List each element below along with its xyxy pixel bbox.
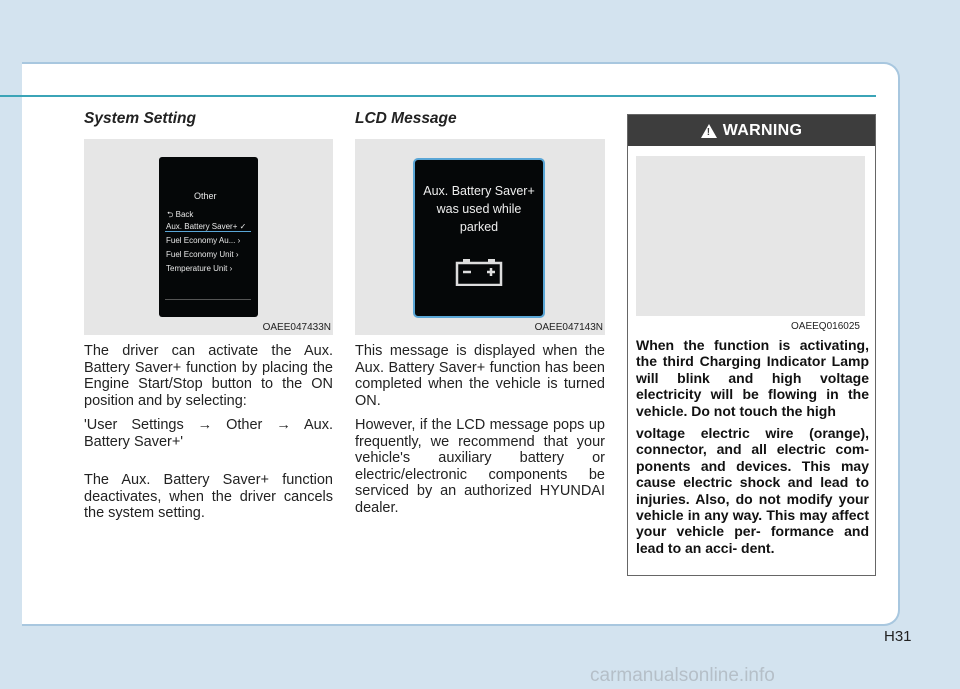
paragraph: 'User Settings → Other → Aux. Battery Saver+' bbox=[84, 417, 333, 450]
watermark: carmanualsonline.info bbox=[590, 665, 775, 686]
system-setting-heading: System Setting bbox=[84, 110, 196, 127]
menu-item-aux-battery: Aux. Battery Saver+ ✓ bbox=[166, 222, 247, 231]
system-setting-text bbox=[84, 343, 333, 530]
menu-back-label: Back bbox=[175, 210, 194, 219]
paragraph: The Aux. Battery Saver+ function deactivates, when the driver cancels the system setting. bbox=[84, 472, 333, 521]
menu-item-temperature-unit: Temperature Unit › bbox=[166, 264, 233, 273]
chevron-right-icon: › bbox=[235, 250, 239, 259]
figure-caption: OAEE047143N bbox=[534, 322, 603, 333]
warning-text bbox=[636, 337, 869, 562]
cluster-menu-screen bbox=[159, 157, 258, 317]
checkmark-icon: ✓ bbox=[239, 222, 247, 231]
system-setting-figure bbox=[84, 139, 333, 335]
paragraph: voltage electric wire (orange), connector, and all electric com- ponents and devices. This may cause electric shock and lead to injuries. Also, do not modify your vehicle in any way. This may affect your vehicle per- formance and lead to an acci- dent. bbox=[636, 425, 869, 556]
warning-label: WARNING bbox=[722, 121, 803, 139]
chevron-right-icon: › bbox=[237, 236, 241, 245]
paragraph: The driver can activate the Aux. Battery Saver+ function by placing the Engine Start/Stop button to the ON position and by selecting: bbox=[84, 343, 333, 409]
menu-item-fuel-economy-unit: Fuel Economy Unit › bbox=[166, 250, 239, 259]
lcd-message-screen bbox=[413, 158, 545, 318]
menu-divider bbox=[165, 299, 251, 300]
header-rule bbox=[0, 95, 876, 97]
chevron-right-icon: › bbox=[229, 264, 233, 273]
paragraph: This message is displayed when the Aux. Battery Saver+ function has been completed when the vehicle is turned ON. bbox=[355, 343, 605, 409]
page-number: H31 bbox=[884, 628, 912, 645]
lcd-message-text-body bbox=[355, 343, 605, 524]
figure-caption: OAEEQ016025 bbox=[791, 321, 860, 332]
lcd-message-heading: LCD Message bbox=[355, 110, 457, 127]
figure-caption: OAEE047433N bbox=[262, 322, 331, 333]
warning-header bbox=[628, 115, 875, 146]
warning-triangle-icon: ! bbox=[701, 124, 717, 138]
lcd-message-text: Aux. Battery Saver+ was used while parked bbox=[423, 184, 535, 234]
menu-title: Other bbox=[194, 191, 217, 201]
lcd-message-figure bbox=[355, 139, 605, 335]
battery-icon bbox=[455, 258, 503, 286]
menu-item-fuel-economy-auto: Fuel Economy Au... › bbox=[166, 236, 241, 245]
warning-box bbox=[627, 114, 876, 576]
warning-figure bbox=[636, 156, 865, 316]
paragraph: When the function is activating, the third Charging Indicator Lamp will blink and high voltage electricity will be flowing in the vehicle. Do not touch the high bbox=[636, 337, 869, 419]
paragraph: However, if the LCD message pops up frequently, we recommend that your vehicle's auxiliary battery or electric/electronic components be serviced by an authorized HYUNDAI dealer. bbox=[355, 417, 605, 516]
menu-back: ⮌ Back bbox=[167, 210, 194, 219]
